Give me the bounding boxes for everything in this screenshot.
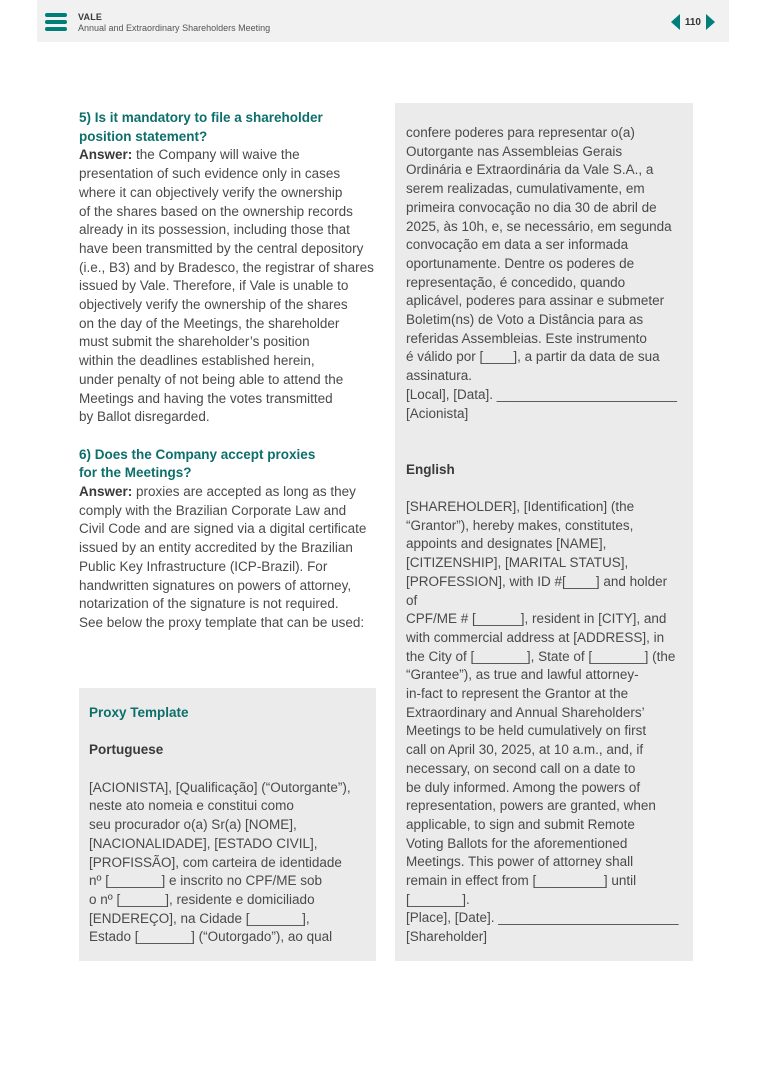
answer-label: Answer: xyxy=(79,484,133,500)
faq-column xyxy=(79,109,379,633)
hamburger-menu-icon[interactable] xyxy=(45,13,67,31)
portuguese-label: Portuguese xyxy=(89,742,164,758)
answer-text: proxies are accepted as long as they comply with the Brazilian Corporate Law and Civil Code and are signed via a digital certificate issued by an entity accredited by the Brazilian Public Key Infrastructure (ICP-Brazil). For handwritten signatures on powers of attorney, notarization of the signature is not required. See below the proxy template that can be used: xyxy=(79,484,367,630)
question-5-title: 5) Is it mandatory to file a shareholder position statement? xyxy=(79,110,323,144)
proxy-template-box xyxy=(79,688,376,961)
proxy-template-continued xyxy=(395,103,693,961)
answer-text: the Company will waive the presentation of such evidence only in cases where it can objectively verify the ownership of the shares based on the ownership records already in its possession, including those that have been transmitted by the central depository (i.e., B3) and by Bradesco, the registrar of shares issued by Vale. Therefore, if Vale is unable to objectively verify the ownership of the shares on the day of the Meetings, the shareholder must submit the shareholder’s position within the deadlines established herein, under penalty of not being able to attend the Meetings and having the votes transmitted by Ballot disregarded. xyxy=(79,147,374,425)
english-label: English xyxy=(406,461,455,477)
question-6-title: 6) Does the Company accept proxies for the Meetings? xyxy=(79,446,316,481)
brand-name: VALE xyxy=(78,12,103,22)
page-header xyxy=(37,0,729,42)
arrow-right-icon[interactable] xyxy=(706,14,715,30)
portuguese-text-part2: confere poderes para representar o(a) Outorgante nas Assembleias Gerais Ordinária e Extraordinária da Vale S.A., a serem realizadas, cumulativamente, em primeira convocação no dia 30 de abril de 2025, às 10h, e, se necessário, em segunda convocação em data a ser informada oportunamente. Dentre os poderes de representação, é concedido, quando aplicável, poderes para assinar e submeter Boletim(ns) de Voto a Distância para as referidas Assembleias. Este instrumento é válido por [____], a partir da data de sua assinatura. [Local], [Data]. ________________________ [Acionista] xyxy=(406,125,677,421)
pager xyxy=(671,14,715,30)
question-6-answer xyxy=(79,483,379,633)
question-5-answer xyxy=(79,146,379,427)
answer-label: Answer: xyxy=(79,147,133,163)
arrow-left-icon[interactable] xyxy=(671,14,680,30)
proxy-template-title: Proxy Template xyxy=(89,705,189,720)
document-subtitle: Annual and Extraordinary Shareholders Meeting xyxy=(78,23,271,33)
english-text: [SHAREHOLDER], [Identification] (the “Grantor”), hereby makes, constitutes, appoints and designates [NAME], [CITIZENSHIP], [MARITAL STATUS], [PROFESSION], with ID #[____] and holder of CPF/ME # [______], resident in [CITY], and with commercial address at [ADDRESS], in the City of [_______], State of [_______] (the “Grantee”), as true and lawful attorney- in-fact to represent the Grantor at the Extraordinary and Annual Shareholders’ Meetings to be held cumulatively on first call on April 30, 2025, at 10 a.m., and, if necessary, on second call on a date to be duly informed. Among the powers of representation, powers are granted, when applicable, to sign and submit Remote Voting Ballots for the aforementioned Meetings. This power of attorney shall remain in effect from [_________] until [_______]. [Place], [Date]. ________________________ [Shareholder] xyxy=(406,499,679,945)
page-number: 110 xyxy=(684,16,701,28)
portuguese-text-part1: [ACIONISTA], [Qualificação] (“Outorgante”), neste ato nomeia e constitui como seu procurador o(a) Sr(a) [NOME], [NACIONALIDADE], [ESTADO CIVIL], [PROFISSÃO], com carteira de identidade nº [_______] e inscrito no CPF/ME sob o nº [______], residente e domiciliado [ENDEREÇO], na Cidade [_______], Estado [_______] (“Outorgado”), ao qual xyxy=(89,779,351,945)
